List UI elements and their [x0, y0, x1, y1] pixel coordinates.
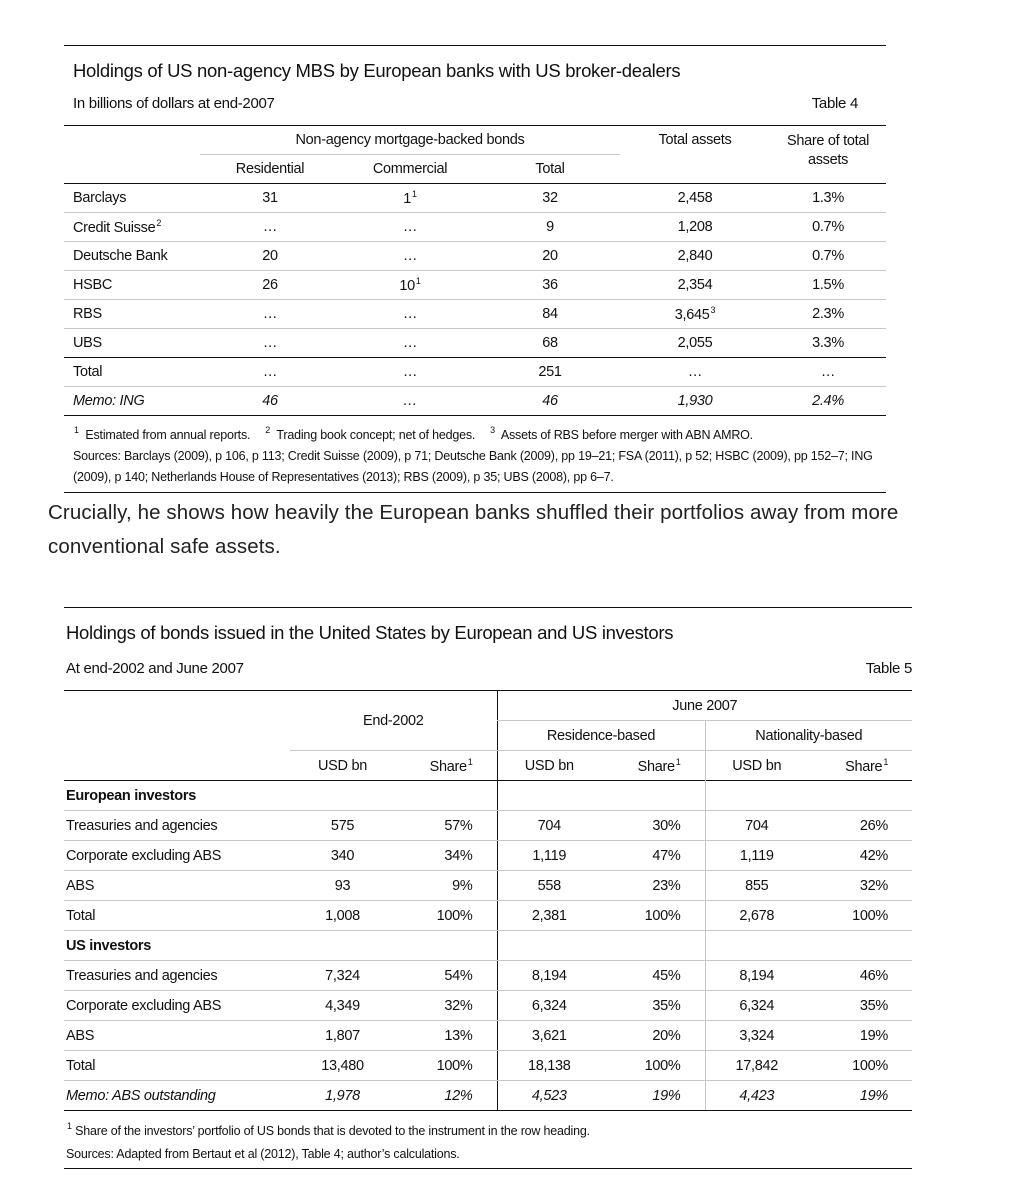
table-row: [64, 1051, 912, 1081]
col-share: [808, 751, 912, 781]
table-cell: [340, 183, 480, 212]
cell-value: 1.5%: [812, 276, 844, 293]
table-cell: [64, 386, 200, 415]
table-cell: [340, 328, 480, 357]
row-label: ABS: [64, 871, 290, 901]
cell-value: 2,840: [677, 247, 713, 264]
table-cell: [480, 212, 620, 241]
table-cell: 20%: [601, 1021, 705, 1051]
table-cell: 19%: [808, 1021, 912, 1051]
footnote-text: Share of the investors’ portfolio of US bonds that is devoted to the instrument in the row heading.: [75, 1124, 590, 1138]
table-cell: [620, 270, 770, 299]
table-cell: 32%: [395, 991, 497, 1021]
cell-value: …: [402, 392, 418, 409]
table-row: [64, 811, 912, 841]
table-cell: [620, 183, 770, 212]
table-cell: 2,381: [497, 901, 601, 931]
table-cell: [601, 781, 705, 811]
col-share-label: Share: [637, 758, 675, 775]
row-label: Total: [64, 901, 290, 931]
table4-bottom-rule: [64, 492, 886, 493]
row-label: Memo: ABS outstanding: [66, 1087, 216, 1104]
table4-col-total-assets: Total assets: [658, 132, 732, 148]
cell-value: 2,055: [677, 334, 713, 351]
table-cell: [64, 183, 200, 212]
table-cell: [480, 328, 620, 357]
table4-footnote-line: [73, 420, 886, 446]
col-share: [395, 751, 497, 781]
col-share-label: Share: [429, 758, 467, 775]
table-cell: [497, 781, 601, 811]
table-row: [64, 1081, 912, 1111]
table-row: [64, 1021, 912, 1051]
cell-value: Memo: ING: [73, 392, 145, 409]
table-cell: [200, 183, 340, 212]
table-cell: 46%: [808, 961, 912, 991]
table-cell: [200, 357, 340, 386]
cell-value: 1,208: [677, 218, 713, 235]
footnote-marker: 1: [675, 756, 681, 767]
row-label: European investors: [64, 781, 290, 811]
table4-footnotes: [64, 415, 886, 492]
table4-group-header: Non-agency mortgage-backed bonds: [200, 126, 620, 154]
cell-value: 0.7%: [812, 247, 844, 264]
table-row: [64, 901, 912, 931]
table-cell: 13,480: [290, 1051, 395, 1081]
table-cell: [480, 270, 620, 299]
table-cell: 34%: [395, 841, 497, 871]
cell-value: 2.4%: [812, 392, 844, 409]
table-row: [64, 183, 886, 212]
table-row: [64, 961, 912, 991]
cell-value: 68: [542, 334, 558, 351]
table-cell: 704: [705, 811, 808, 841]
table-cell: [620, 212, 770, 241]
table-cell: 26%: [808, 811, 912, 841]
table-cell: [340, 299, 480, 328]
table4-subtitle-row: [73, 95, 886, 112]
table-cell: [770, 270, 886, 299]
table-row: [64, 212, 886, 241]
table5-subtitle: At end-2002 and June 2007: [66, 660, 244, 677]
table5-footnotes: [64, 1110, 912, 1168]
table-cell: 100%: [601, 1051, 705, 1081]
cell-value: …: [402, 218, 418, 235]
table-cell: [340, 357, 480, 386]
body-paragraph: Crucially, he shows how heavily the European banks shuffled their portfolios away from more conventional safe assets.: [48, 501, 899, 558]
table-cell: 855: [705, 871, 808, 901]
cell-value: 0.7%: [812, 218, 844, 235]
cell-value: 1: [403, 190, 412, 207]
footnote-item: [264, 424, 476, 442]
cell-value: …: [262, 363, 278, 380]
table-cell: 100%: [601, 901, 705, 931]
cell-value: 32: [542, 189, 558, 206]
row-label: Corporate excluding ABS: [64, 841, 290, 871]
footnote-marker: 2: [265, 424, 271, 435]
table-cell: [340, 212, 480, 241]
table-row: [64, 841, 912, 871]
table-cell: 42%: [808, 841, 912, 871]
table-cell: [480, 299, 620, 328]
table5-footnote: [66, 1115, 912, 1143]
table-cell: 100%: [395, 1051, 497, 1081]
table-cell: 1,008: [290, 901, 395, 931]
cell-value: 2,354: [677, 276, 713, 293]
footnote-item: [73, 424, 251, 442]
cell-value: Credit Suisse: [73, 219, 156, 236]
footnote-item: [489, 424, 753, 442]
footnote-marker: 1: [467, 756, 473, 767]
footnote-text: Trading book concept; net of hedges.: [276, 427, 476, 442]
table-cell: [770, 183, 886, 212]
table4-subtitle: In billions of dollars at end-2007: [73, 95, 275, 112]
table5-basis-residence: Residence-based: [497, 721, 705, 751]
table5-bottom-rule: [64, 1168, 912, 1169]
cell-value: 3,645: [674, 306, 710, 323]
table-cell: [480, 386, 620, 415]
table-cell: 1,119: [705, 841, 808, 871]
table-cell: [200, 241, 340, 270]
table-cell: 4,349: [290, 991, 395, 1021]
table-cell: [770, 386, 886, 415]
footnote-text: Estimated from annual reports.: [85, 427, 251, 442]
cell-value: 2,458: [677, 189, 713, 206]
table-cell: 54%: [395, 961, 497, 991]
cell-value: 20: [542, 247, 558, 264]
cell-value: 36: [542, 276, 558, 293]
table-cell: [200, 328, 340, 357]
footnote-marker: 3: [490, 424, 495, 435]
table-cell: 1,807: [290, 1021, 395, 1051]
table-row: [64, 357, 886, 386]
table-cell: 100%: [808, 901, 912, 931]
table-cell: [601, 931, 705, 961]
row-label: Corporate excluding ABS: [64, 991, 290, 1021]
table-cell: 12%: [444, 1087, 473, 1104]
col-share: [601, 751, 705, 781]
table-cell: [64, 357, 200, 386]
table-cell: [200, 212, 340, 241]
table-cell: 9%: [395, 871, 497, 901]
cell-value: HSBC: [73, 276, 113, 293]
table5: [64, 690, 912, 1169]
table-cell: [480, 241, 620, 270]
table-cell: 704: [497, 811, 601, 841]
table5-title: Holdings of bonds issued in the United States by European and US investors: [66, 622, 674, 643]
table-row: [64, 299, 886, 328]
table4-col-share: Share of total assets: [786, 133, 870, 168]
col-usd-bn: USD bn: [318, 757, 367, 774]
table-cell: 100%: [395, 901, 497, 931]
table-cell: [770, 328, 886, 357]
table-cell: 100%: [808, 1051, 912, 1081]
cell-value: 10: [399, 277, 415, 294]
table-cell: [620, 386, 770, 415]
cell-value: 46: [542, 392, 558, 409]
table-cell: 3,324: [705, 1021, 808, 1051]
row-label: Total: [64, 1051, 290, 1081]
table4-col-commercial: Commercial: [372, 160, 448, 177]
footnote-marker: 1: [415, 275, 421, 286]
footnote-marker: 1: [74, 424, 79, 435]
table-cell: [770, 299, 886, 328]
table-cell: [200, 270, 340, 299]
table-cell: [395, 781, 497, 811]
table-cell: 32%: [808, 871, 912, 901]
table-cell: [395, 931, 497, 961]
cell-value: Total: [73, 363, 103, 380]
row-label: Treasuries and agencies: [64, 961, 290, 991]
table-cell: 2,678: [705, 901, 808, 931]
table5-sources: Sources: Adapted from Bertaut et al (2012), Table 4; author’s calculations.: [66, 1147, 460, 1161]
table-cell: 19%: [652, 1087, 681, 1104]
footnote-marker: 1: [67, 1121, 72, 1131]
cell-value: 1,930: [677, 392, 713, 409]
cell-value: RBS: [73, 305, 102, 322]
table-cell: [808, 781, 912, 811]
table4-title: Holdings of US non-agency MBS by European banks with US broker-dealers: [73, 60, 681, 81]
footnote-marker: 1: [412, 188, 417, 199]
table-cell: 18,138: [497, 1051, 601, 1081]
table5-label: Table 5: [865, 660, 912, 677]
table-cell: [290, 781, 395, 811]
row-label: Treasuries and agencies: [64, 811, 290, 841]
table5-period-june2007: June 2007: [497, 691, 912, 721]
table5-period-end2002: End-2002: [290, 691, 497, 751]
col-usd-bn: USD bn: [497, 751, 601, 781]
cell-value: …: [402, 247, 418, 264]
cell-value: UBS: [73, 334, 102, 351]
table4-col-residential: Residential: [235, 160, 305, 177]
table-cell: [290, 931, 395, 961]
cell-value: …: [402, 305, 418, 322]
cell-value: 46: [262, 392, 278, 409]
table-cell: 45%: [601, 961, 705, 991]
table-row: [64, 270, 886, 299]
footnote-text: Assets of RBS before merger with ABN AMRO.: [500, 427, 753, 442]
table5-subtitle-row: [66, 660, 912, 677]
footnote-marker: 3: [710, 304, 716, 315]
table-cell: [620, 357, 770, 386]
table4-top-rule: [64, 45, 886, 46]
table-cell: [64, 241, 200, 270]
table-cell: 8,194: [705, 961, 808, 991]
table-cell: 3,621: [497, 1021, 601, 1051]
table-cell: [620, 328, 770, 357]
section-header-row: [64, 931, 912, 961]
table-cell: 558: [497, 871, 601, 901]
table-row: [64, 328, 886, 357]
table-cell: 4,523: [497, 1081, 601, 1111]
table-cell: [770, 241, 886, 270]
cell-value: …: [687, 363, 703, 380]
cell-value: 1.3%: [812, 189, 844, 206]
table-cell: [808, 931, 912, 961]
row-label: US investors: [64, 931, 290, 961]
cell-value: 20: [262, 247, 278, 264]
table4: [64, 125, 886, 493]
cell-value: Barclays: [73, 189, 127, 206]
table-cell: 7,324: [290, 961, 395, 991]
section-header-row: [64, 781, 912, 811]
cell-value: 3.3%: [812, 334, 844, 351]
table-cell: [705, 931, 808, 961]
table4-col-total: Total: [535, 160, 565, 177]
table-cell: 6,324: [497, 991, 601, 1021]
table-cell: [340, 386, 480, 415]
cell-value: Deutsche Bank: [73, 247, 168, 264]
table-cell: [705, 781, 808, 811]
table-cell: 35%: [601, 991, 705, 1021]
cell-value: 84: [542, 305, 558, 322]
table-cell: 17,842: [705, 1051, 808, 1081]
cell-value: …: [262, 334, 278, 351]
table4-label: Table 4: [811, 95, 858, 112]
table-cell: [200, 299, 340, 328]
table-row: [64, 241, 886, 270]
row-label: ABS: [64, 1021, 290, 1051]
table4-sources: Sources: Barclays (2009), p 106, p 113; Credit Suisse (2009), p 71; Deutsche Bank (2009), pp 19–21; FSA (2011), p 52; HSBC (2009), pp 152–7; ING (2009), p 140; Netherlands House of Representatives (2013); RBS (2009), p 35; UBS (2008), pp 6–7.: [73, 448, 873, 484]
table-row: [64, 871, 912, 901]
col-share-label: Share: [845, 758, 883, 775]
cell-value: 9: [546, 218, 554, 235]
table-cell: [64, 212, 200, 241]
cell-value: 2.3%: [812, 305, 844, 322]
table-cell: [480, 357, 620, 386]
table-cell: [64, 270, 200, 299]
table-row: [64, 991, 912, 1021]
table-cell: [64, 328, 200, 357]
table-cell: 1,978: [325, 1087, 360, 1104]
footnote-marker: 2: [156, 217, 162, 228]
table-cell: 4,423: [705, 1081, 808, 1111]
table-cell: 6,324: [705, 991, 808, 1021]
table5-top-rule: [64, 607, 912, 608]
table-cell: [770, 212, 886, 241]
cell-value: …: [820, 363, 836, 380]
table-cell: [200, 386, 340, 415]
table-cell: [497, 931, 601, 961]
table-cell: [64, 299, 200, 328]
table-cell: 23%: [601, 871, 705, 901]
table-cell: [480, 183, 620, 212]
cell-value: 251: [538, 363, 562, 380]
table-cell: 57%: [395, 811, 497, 841]
table-cell: 30%: [601, 811, 705, 841]
table-cell: 575: [290, 811, 395, 841]
cell-value: …: [402, 334, 418, 351]
table-cell: [770, 357, 886, 386]
table-cell: [620, 299, 770, 328]
table-cell: 13%: [395, 1021, 497, 1051]
table-cell: [340, 241, 480, 270]
table-cell: 8,194: [497, 961, 601, 991]
cell-value: …: [262, 305, 278, 322]
cell-value: 26: [262, 276, 278, 293]
table-cell: [340, 270, 480, 299]
table-cell: 340: [290, 841, 395, 871]
footnote-marker: 1: [883, 756, 889, 767]
table-cell: [64, 751, 290, 781]
table-cell: 47%: [601, 841, 705, 871]
table-cell: [620, 241, 770, 270]
cell-value: …: [402, 363, 418, 380]
cell-value: …: [262, 218, 278, 235]
table5-basis-nationality: Nationality-based: [705, 721, 912, 751]
cell-value: 31: [262, 189, 278, 206]
col-usd-bn: USD bn: [705, 751, 808, 781]
table-row: [64, 386, 886, 415]
table-cell: 93: [290, 871, 395, 901]
table-cell: 35%: [808, 991, 912, 1021]
table-cell: 19%: [859, 1087, 889, 1104]
table-cell: 1,119: [497, 841, 601, 871]
